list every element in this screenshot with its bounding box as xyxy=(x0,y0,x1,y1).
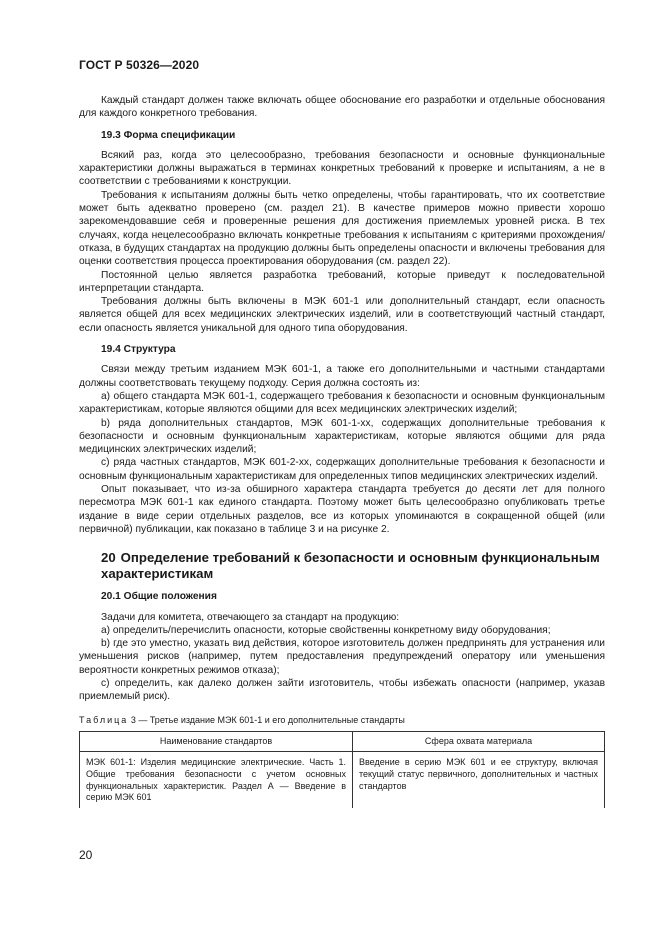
document-code: ГОСТ Р 50326—2020 xyxy=(79,58,200,72)
section-20-number: 20 xyxy=(101,550,116,566)
list-item-b: b) где это уместно, указать вид действия, которое изготовитель должен предпринять для устранения или уменьшения рисков (например, путем предоставления предупреждений оператору или уменьшения вероятности конкретных режимов отказа); xyxy=(79,638,605,676)
section-19-3-paragraph: Постоянной целью является разработка требований, которые приведут к последовательной интерпретации стандарта. xyxy=(79,269,605,294)
table-caption-label: Таблица xyxy=(79,714,129,725)
list-item-b: b) ряда дополнительных стандартов, МЭК 601-1-хх, содержащих дополнительные требования к безопасности и основным функциональным характеристикам, которые являются общими для ряда медицинских электрических изделий; xyxy=(79,417,605,456)
table-header-cell: Наименование стандартов xyxy=(80,731,353,752)
table-header-row xyxy=(80,731,605,752)
section-19-4-heading: 19.4 Структура xyxy=(101,344,176,356)
section-19-3-paragraph: Требования должны быть включены в МЭК 601-1 или дополнительный стандарт, если опасность является общей для всех медицинских электрических изделий, или в соответствующий частный стандарт, если опасность является уникальной для одного типа оборудования. xyxy=(79,296,605,334)
section-19-4-paragraph: Опыт показывает, что из-за обширного характера стандарта требуется до десяти лет для полного пересмотра МЭК 601-1 как единого стандарта. Поэтому может быть целесообразно опубликовать третье издание в виде серии отдельных разделов, все из которых упоминаются в сокращенной общей (или первичной) публикации, как показано в таблице 3 и на рисунке 2. xyxy=(79,484,605,535)
list-item-a: a) общего стандарта МЭК 601-1, содержащего требования к безопасности и основным функциональным характеристикам, которые являются общими для всех медицинских электрических изделий; xyxy=(79,390,605,416)
section-19-4-paragraph: Связи между третьим изданием МЭК 601-1, а также его дополнительными и частными стандартами должны соответствовать текущему подходу. Серия должна состоять из: xyxy=(79,364,605,389)
section-20-title: Определение требований к безопасности и основным функциональным характеристикам xyxy=(101,550,600,582)
section-20-1-paragraph: Задачи для комитета, отвечающего за стандарт на продукцию: xyxy=(101,611,400,623)
section-19-3-heading: 19.3 Форма спецификации xyxy=(101,129,236,141)
table-row xyxy=(80,752,605,808)
list-item-c: c) определить, как далеко должен зайти изготовитель, чтобы избежать опасности (например, указав приемлемый риск). xyxy=(79,677,605,703)
section-19-3-paragraph: Всякий раз, когда это целесообразно, требования безопасности и основные функциональные характеристики должны выражаться в терминах конкретных требований к проверке и испытаниям, а не в соответствии с требованиями к конструкции. xyxy=(79,149,605,188)
table-header-cell: Сфера охвата материала xyxy=(353,731,605,752)
table-cell: МЭК 601-1: Изделия медицинские электрические. Часть 1. Общие требования безопасности с учетом основных функциональных характеристик. Раздел А — Введение в серию МЭК 601 xyxy=(80,752,353,808)
section-20-heading xyxy=(79,550,605,582)
table-caption-text: 3 — Третье издание МЭК 601-1 и его дополнительные стандарты xyxy=(130,714,405,725)
intro-paragraph: Каждый стандарт должен также включать общее обоснование его разработки и отдельные обоснования для каждого конкретного требования. xyxy=(79,95,605,120)
table-cell: Введение в серию МЭК 601 и ее структуру, включая текущий статус первичного, дополнительных и частных стандартов xyxy=(353,752,605,808)
section-19-3-paragraph: Требования к испытаниям должны быть четко определены, чтобы гарантировать, что их соответствие может быть адекватно проверено (см. раздел 21). В качестве примеров можно привести хорошо зарекомендовавшие себя и проверенные решения для достижения приемлемых уровней риска. В тех случаях, когда нецелесообразно включать конкретные требования к испытаниям с критериями прохождения/отказа, в будущих стандартах на продукцию должны быть определены опасности и включены требования для оценки соответствия процесса проектирования оборудования (см. раздел 22). xyxy=(79,189,605,268)
standards-table xyxy=(79,731,605,808)
list-item-c: c) ряда частных стандартов, МЭК 601-2-хх, содержащих дополнительные требования к безопасности и основным функциональным характеристикам для определенных типов медицинских электрических изделий. xyxy=(79,457,605,482)
page-content xyxy=(79,94,605,808)
page-number: 20 xyxy=(79,848,93,862)
table-caption xyxy=(79,714,605,727)
list-item-a: а) определить/перечислить опасности, которые свойственны конкретному виду оборудования; xyxy=(101,624,551,636)
section-20-1-heading: 20.1 Общие положения xyxy=(101,591,217,603)
